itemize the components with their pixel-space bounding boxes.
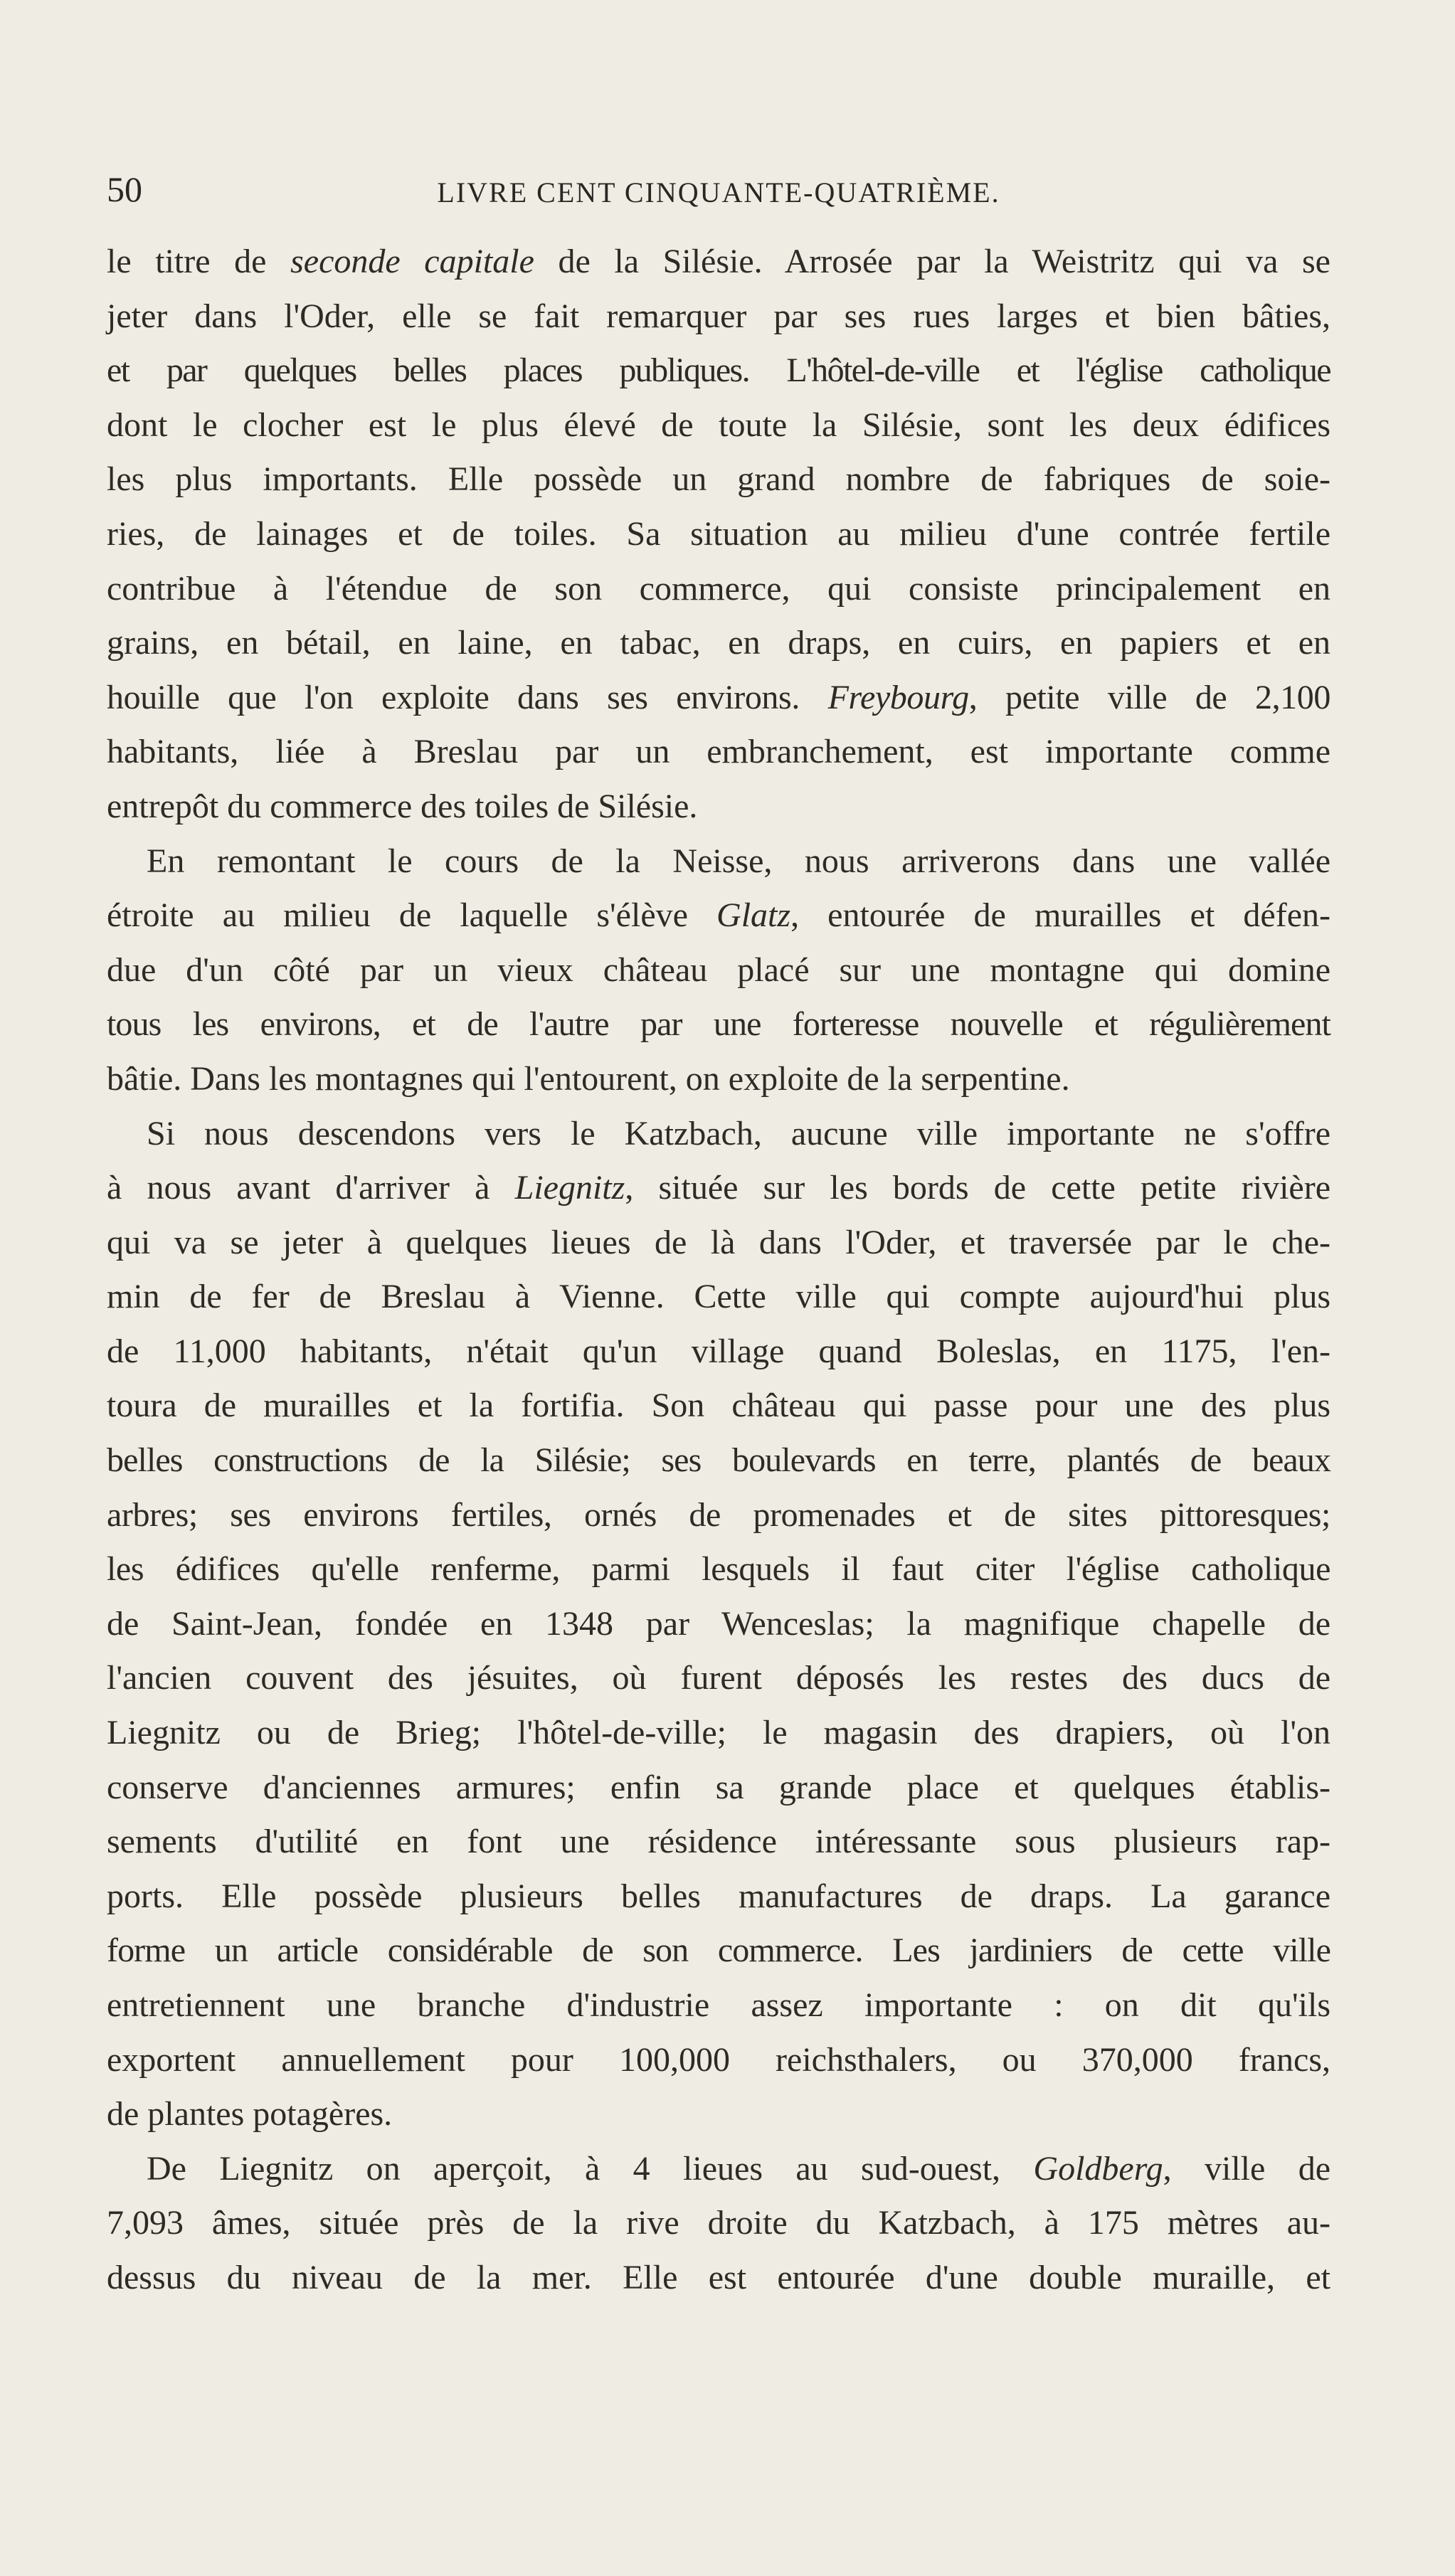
text-line: Liegnitz ou de Brieg; l'hôtel-de-ville; le magasin des drapiers, où l'on <box>107 1714 1330 1752</box>
text-line: De Liegnitz on aperçoit, à 4 lieues au sud-ouest, Goldberg, ville de <box>147 2149 1330 2188</box>
text-line: tous les environs, et de l'autre par une forteresse nouvelle et régulièrement <box>107 1005 1330 1044</box>
text-line: à nous avant d'arriver à Liegnitz, située sur les bords de cette petite rivière <box>107 1169 1331 1207</box>
text-line: bâtie. Dans les montagnes qui l'entourent, on exploite de la serpentine. <box>107 1059 1070 1098</box>
text-line: due d'un côté par un vieux château placé sur une montagne qui domine <box>107 950 1330 989</box>
text-line: sements d'utilité en font une résidence intéressante sous plusieurs rap- <box>107 1823 1330 1861</box>
italic-term: seconde capitale <box>290 243 534 280</box>
text-line: min de fer de Breslau à Vienne. Cette ville qui compte aujourd'hui plus <box>107 1278 1330 1316</box>
text-line: ports. Elle possède plusieurs belles manufactures de draps. La garance <box>107 1877 1330 1915</box>
italic-term: Goldberg <box>1033 2149 1163 2188</box>
text-line: toura de murailles et la fortifia. Son château qui passe pour une des plus <box>107 1387 1330 1425</box>
text-line: dont le clocher est le plus élevé de toute la Silésie, sont les deux édifices <box>107 406 1330 444</box>
text-line: les édifices qu'elle renferme, parmi lesquels il faut citer l'église catholique <box>107 1550 1330 1589</box>
text-line: le titre de seconde capitale de la Silésie. Arrosée par la Weistritz qui va se <box>107 243 1330 280</box>
text-line: dessus du niveau de la mer. Elle est entourée d'une double muraille, et <box>107 2258 1330 2296</box>
text-line: grains, en bétail, en laine, en tabac, en draps, en cuirs, en papiers et en <box>107 624 1330 662</box>
text-line: ries, de lainages et de toiles. Sa situation au milieu d'une contrée fertile <box>107 514 1330 553</box>
text-line: les plus importants. Elle possède un grand nombre de fabriques de soie- <box>107 460 1330 499</box>
text-line: de Saint-Jean, fondée en 1348 par Wenceslas; la magnifique chapelle de <box>107 1604 1330 1643</box>
page-number: 50 <box>107 169 142 209</box>
text-line: entrepôt du commerce des toiles de Silésie. <box>107 787 698 825</box>
text-line: habitants, liée à Breslau par un embranchement, est importante comme <box>107 733 1330 771</box>
running-head <box>107 168 1330 218</box>
body-text <box>107 235 1330 2306</box>
text-line: Si nous descendons vers le Katzbach, aucune ville importante ne s'offre <box>147 1114 1330 1152</box>
text-line: 7,093 âmes, située près de la rive droite du Katzbach, à 175 mètres au- <box>107 2204 1330 2242</box>
italic-term: Freybourg <box>827 678 969 716</box>
text-line: forme un article considérable de son commerce. Les jardiniers de cette ville <box>107 1931 1330 1970</box>
text-line: et par quelques belles places publiques. L'hôtel-de-ville et l'église catholique <box>107 351 1330 390</box>
running-title: LIVRE CENT CINQUANTE-QUATRIÈME. <box>437 176 1000 208</box>
text-line: étroite au milieu de laquelle s'élève Glatz, entourée de murailles et défen- <box>107 896 1331 935</box>
text-line: conserve d'anciennes armures; enfin sa grande place et quelques établis- <box>107 1768 1330 1806</box>
text-line: arbres; ses environs fertiles, ornés de promenades et de sites pittoresques; <box>107 1495 1330 1534</box>
text-line: En remontant le cours de la Neisse, nous arriverons dans une vallée <box>147 842 1330 880</box>
text-line: jeter dans l'Oder, elle se fait remarquer par ses rues larges et bien bâties, <box>107 297 1330 335</box>
text-line: houille que l'on exploite dans ses environs. Freybourg, petite ville de 2,100 <box>107 678 1330 716</box>
text-line: de 11,000 habitants, n'était qu'un village quand Boleslas, en 1175, l'en- <box>107 1332 1330 1370</box>
text-line: de plantes potagères. <box>107 2095 393 2134</box>
text-line: exportent annuellement pour 100,000 reichsthalers, ou 370,000 francs, <box>107 2040 1330 2079</box>
italic-term: Liegnitz <box>514 1169 625 1207</box>
text-line: entretiennent une branche d'industrie assez importante : on dit qu'ils <box>107 1986 1330 2024</box>
text-line: qui va se jeter à quelques lieues de là dans l'Oder, et traversée par le che- <box>107 1223 1330 1261</box>
text-line: contribue à l'étendue de son commerce, qui consiste principalement en <box>107 569 1330 608</box>
italic-term: Glatz <box>716 896 791 935</box>
text-line: belles constructions de la Silésie; ses boulevards en terre, plantés de beaux <box>107 1441 1330 1480</box>
text-line: l'ancien couvent des jésuites, où furent déposés les restes des ducs de <box>107 1659 1330 1697</box>
